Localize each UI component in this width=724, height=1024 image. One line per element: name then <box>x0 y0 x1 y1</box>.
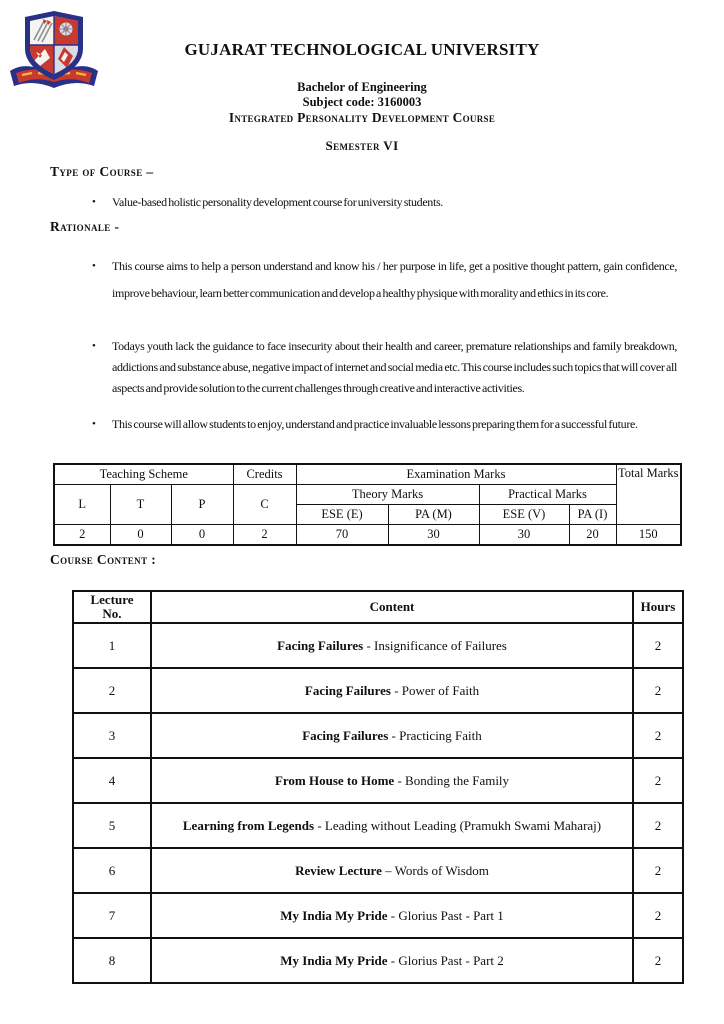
col-l-header: L <box>54 485 110 525</box>
ese-v-header: ESE (V) <box>479 505 569 525</box>
bullet-text: Value-based holistic personality development course for university students. <box>112 195 443 209</box>
hours-header: Hours <box>633 591 683 623</box>
lecture-topic <box>151 893 633 938</box>
credits-header: Credits <box>233 464 296 485</box>
type-of-course-bullet <box>92 193 677 211</box>
table-row <box>73 713 683 758</box>
bullet-icon: • <box>92 196 96 208</box>
lecture-no: 2 <box>73 668 151 713</box>
bullet-icon: • <box>92 260 96 272</box>
topic-series: My India My Pride <box>280 952 388 968</box>
lecture-hours: 2 <box>633 803 683 848</box>
lecture-topic <box>151 758 633 803</box>
rationale-bullet-2 <box>92 336 677 399</box>
course-name: Integrated Personality Development Course <box>228 110 496 125</box>
p-value: 0 <box>171 525 233 546</box>
semester-label: Semester VI <box>325 138 399 153</box>
topic-detail: – Words of Wisdom <box>381 862 489 878</box>
bullet-icon: • <box>92 418 96 430</box>
topic-detail: - Bonding the Family <box>394 772 510 788</box>
lecture-no: 7 <box>73 893 151 938</box>
bullet-text: Todays youth lack the guidance to face insecurity about their health and career, premature relationships and family breakdown, addictions and substance abuse, negative impact of internet and social media etc. This course includes such topics that will cover all aspects and provide solution to the current challenges through creative and interactive activities. <box>112 339 677 395</box>
topic-series: From House to Home <box>274 772 395 788</box>
topic-series: My India My Pride <box>280 907 388 923</box>
lecture-topic <box>151 713 633 758</box>
col-t-header: T <box>110 485 171 525</box>
topic-detail: - Power of Faith <box>390 682 480 698</box>
topic-series: Learning from Legends <box>182 817 315 833</box>
pa-i-value: 20 <box>569 525 616 546</box>
type-of-course-heading: Type of Course – <box>50 164 154 179</box>
topic-series: Facing Failures <box>302 727 389 743</box>
lecture-topic <box>151 803 633 848</box>
topic-series: Facing Failures <box>277 637 364 653</box>
lecture-no-header <box>73 591 151 623</box>
lecture-no: 1 <box>73 623 151 668</box>
table-row <box>73 848 683 893</box>
topic-series: Review Lecture <box>295 862 382 878</box>
lecture-hours: 2 <box>633 758 683 803</box>
l-value: 2 <box>54 525 110 546</box>
table-row <box>73 758 683 803</box>
ese-v-value: 30 <box>479 525 569 546</box>
lecture-no: 6 <box>73 848 151 893</box>
lecture-hours: 2 <box>633 713 683 758</box>
examination-marks-header: Examination Marks <box>296 464 616 485</box>
bullet-text: This course aims to help a person understand and know his / her purpose in life, get a positive thought pattern, gain confidence, improve behaviour, learn better communication and develop a healthy physique with morality and ethics in its core. <box>112 259 677 300</box>
lecture-hours: 2 <box>633 623 683 668</box>
table-row <box>73 623 683 668</box>
lecture-hours: 2 <box>633 848 683 893</box>
lecture-hours: 2 <box>633 938 683 983</box>
table-row <box>73 893 683 938</box>
table-row <box>73 803 683 848</box>
course-content-heading: Course Content : <box>50 552 157 567</box>
col-c-header: C <box>233 485 296 525</box>
rationale-bullet-3 <box>92 414 677 435</box>
topic-detail: - Practicing Faith <box>388 727 482 743</box>
topic-detail: - Glorius Past - Part 2 <box>387 952 504 968</box>
scheme-values-row <box>54 525 681 546</box>
col-p-header: P <box>171 485 233 525</box>
topic-series: Facing Failures <box>304 682 391 698</box>
topic-detail: - Insignificance of Failures <box>363 637 507 653</box>
lecture-topic <box>151 848 633 893</box>
teaching-scheme-header: Teaching Scheme <box>54 464 233 485</box>
lecture-header-line1: Lecture <box>90 591 134 607</box>
lecture-topic <box>151 668 633 713</box>
lecture-topic <box>151 938 633 983</box>
lecture-hours: 2 <box>633 893 683 938</box>
program-name: Bachelor of Engineering <box>297 80 427 94</box>
theory-marks-header: Theory Marks <box>296 485 479 505</box>
course-content-table <box>72 590 684 984</box>
lecture-no: 5 <box>73 803 151 848</box>
lecture-hours: 2 <box>633 668 683 713</box>
total-marks-header: Total Marks <box>616 464 681 525</box>
content-header: Content <box>151 591 633 623</box>
lecture-topic <box>151 623 633 668</box>
practical-marks-header: Practical Marks <box>479 485 616 505</box>
bullet-icon: • <box>92 340 96 352</box>
topic-detail: - Leading without Leading (Pramukh Swami Maharaj) <box>314 817 602 833</box>
pa-m-value: 30 <box>388 525 479 546</box>
bullet-text: This course will allow students to enjoy, understand and practice invaluable lessons preparing them for a successful future. <box>112 417 638 431</box>
total-value: 150 <box>616 525 681 546</box>
lecture-header-line2: No. <box>102 606 122 621</box>
table-row <box>73 938 683 983</box>
lecture-no: 8 <box>73 938 151 983</box>
ese-e-header: ESE (E) <box>296 505 388 525</box>
rationale-heading: Rationale - <box>50 219 120 234</box>
university-title: GUJARAT TECHNOLOGICAL UNIVERSITY <box>184 40 540 59</box>
t-value: 0 <box>110 525 171 546</box>
table-row <box>73 668 683 713</box>
pa-i-header: PA (I) <box>569 505 616 525</box>
scheme-table <box>53 463 682 546</box>
rationale-bullet-1 <box>92 253 677 306</box>
subject-code: Subject code: 3160003 <box>302 95 422 109</box>
lecture-no: 4 <box>73 758 151 803</box>
topic-detail: - Glorius Past - Part 1 <box>387 907 504 923</box>
pa-m-header: PA (M) <box>388 505 479 525</box>
ese-e-value: 70 <box>296 525 388 546</box>
lecture-no: 3 <box>73 713 151 758</box>
content-header-row <box>73 591 683 623</box>
scheme-header-row-2 <box>54 485 681 505</box>
c-value: 2 <box>233 525 296 546</box>
scheme-header-row-1 <box>54 464 681 485</box>
